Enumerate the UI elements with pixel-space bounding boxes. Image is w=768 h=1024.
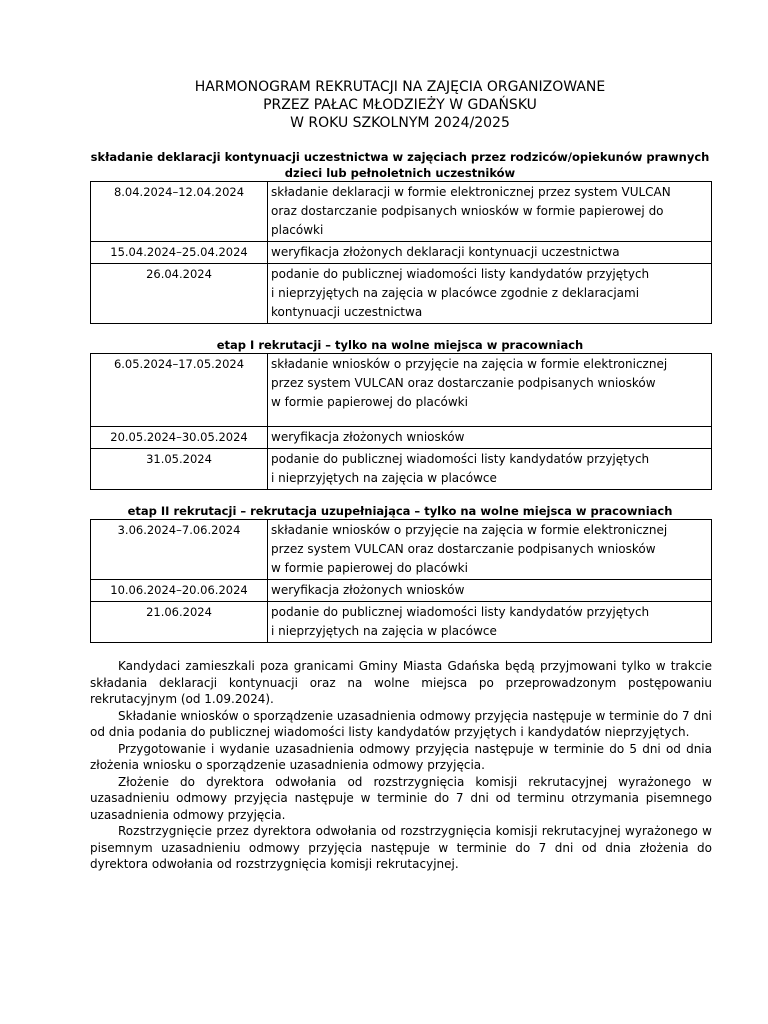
table-row	[91, 242, 712, 264]
description-cell	[268, 602, 712, 643]
section-heading-stage-1	[90, 337, 710, 353]
description-line: w formie papierowej do placówki	[271, 561, 468, 575]
description-cell	[268, 520, 712, 580]
description-cell	[268, 354, 712, 427]
title-line: PRZEZ PAŁAC MŁODZIEŻY W GDAŃSKU	[263, 97, 537, 113]
schedule-table-stage-2	[90, 519, 712, 643]
section-heading-line: etap II rekrutacji – rekrutacja uzupełniająca – tylko na wolne miejsca w pracowniach	[127, 504, 673, 518]
description-cell	[268, 427, 712, 449]
description-line: podanie do publicznej wiadomości listy kandydatów przyjętych	[271, 452, 650, 466]
document-title	[0, 78, 768, 132]
section-heading-line: etap I rekrutacji – tylko na wolne miejsca w pracowniach	[216, 338, 584, 352]
description-cell	[268, 580, 712, 602]
paragraph: Składanie wniosków o sporządzenie uzasadnienia odmowy przyjęcia następuje w terminie do 7 dni od dnia podania do publicznej wiadomości listy kandydatów przyjętych i kandydatów nieprzyjętych.	[90, 708, 712, 739]
description-line: składanie wniosków o przyjęcie na zajęcia w formie elektronicznej	[271, 357, 668, 371]
table-row	[91, 427, 712, 449]
date-cell: 26.04.2024	[91, 264, 268, 324]
table-row	[91, 354, 712, 427]
description-line: oraz dostarczanie podpisanych wniosków w formie papierowej do	[271, 204, 664, 218]
schedule-table-continuation	[90, 181, 712, 324]
table-row	[91, 182, 712, 242]
description-line: weryfikacja złożonych deklaracji kontynuacji uczestnictwa	[271, 245, 620, 259]
description-line: kontynuacji uczestnictwa	[271, 305, 423, 319]
description-line: składanie deklaracji w formie elektronicznej przez system VULCAN	[271, 185, 671, 199]
date-cell: 10.06.2024–20.06.2024	[91, 580, 268, 602]
paragraph: Rozstrzygnięcie przez dyrektora odwołania od rozstrzygnięcia komisji rekrutacyjnej wyrażonego w pisemnym uzasadnieniu odmowy przyjęcia następuje w terminie do 7 dni od dnia złożenia do dyrektora odwołania od rozstrzygnięcia komisji rekrutacyjnej.	[90, 824, 712, 871]
section-heading-line: dzieci lub pełnoletnich uczestników	[284, 166, 516, 180]
table-row	[91, 602, 712, 643]
table-row	[91, 449, 712, 490]
description-line: podanie do publicznej wiadomości listy kandydatów przyjętych	[271, 267, 650, 281]
section-heading-continuation	[90, 149, 710, 181]
date-cell: 21.06.2024	[91, 602, 268, 643]
table-row	[91, 580, 712, 602]
date-cell: 3.06.2024–7.06.2024	[91, 520, 268, 580]
paragraph: Kandydaci zamieszkali poza granicami Gminy Miasta Gdańska będą przyjmowani tylko w trakcie składania deklaracji kontynuacji oraz na wolne miejsca po przeprowadzonym postępowaniu rekrutacyjnym (od 1.09.2024).	[90, 659, 712, 706]
date-cell: 31.05.2024	[91, 449, 268, 490]
description-cell	[268, 242, 712, 264]
description-line: weryfikacja złożonych wniosków	[271, 430, 465, 444]
table-row	[91, 520, 712, 580]
description-line: i nieprzyjętych na zajęcia w placówce zgodnie z deklaracjami	[271, 286, 640, 300]
description-line: przez system VULCAN oraz dostarczanie podpisanych wniosków	[271, 542, 656, 556]
title-line: W ROKU SZKOLNYM 2024/2025	[290, 115, 510, 131]
description-line: i nieprzyjętych na zajęcia w placówce	[271, 471, 497, 485]
paragraph: Złożenie do dyrektora odwołania od rozstrzygnięcia komisji rekrutacyjnej wyrażonego w uzasadnieniu odmowy przyjęcia następuje w terminie do 7 dni od terminu otrzymania pisemnego uzasadnienia odmowy przyjęcia.	[90, 774, 712, 822]
section-heading-stage-2	[90, 503, 710, 519]
description-line: składanie wniosków o przyjęcie na zajęcia w formie elektronicznej	[271, 523, 668, 537]
notes-text	[90, 658, 712, 873]
paragraph: Przygotowanie i wydanie uzasadnienia odmowy przyjęcia następuje w terminie do 5 dni od dnia złożenia wniosku o sporządzenie uzasadnienia odmowy przyjęcia.	[90, 741, 712, 772]
date-cell: 8.04.2024–12.04.2024	[91, 182, 268, 242]
date-cell: 6.05.2024–17.05.2024	[91, 354, 268, 427]
description-line: placówki	[271, 223, 324, 237]
description-line: w formie papierowej do placówki	[271, 395, 468, 409]
description-cell	[268, 264, 712, 324]
description-cell	[268, 449, 712, 490]
table-row	[91, 264, 712, 324]
date-cell: 20.05.2024–30.05.2024	[91, 427, 268, 449]
description-line: weryfikacja złożonych wniosków	[271, 583, 465, 597]
description-line: przez system VULCAN oraz dostarczanie podpisanych wniosków	[271, 376, 656, 390]
section-heading-line: składanie deklaracji kontynuacji uczestnictwa w zajęciach przez rodziców/opiekunów prawnych	[90, 150, 710, 164]
description-cell	[268, 182, 712, 242]
description-line: podanie do publicznej wiadomości listy kandydatów przyjętych	[271, 605, 650, 619]
date-cell: 15.04.2024–25.04.2024	[91, 242, 268, 264]
description-line: i nieprzyjętych na zajęcia w placówce	[271, 624, 497, 638]
schedule-table-stage-1	[90, 353, 712, 490]
title-line: HARMONOGRAM REKRUTACJI NA ZAJĘCIA ORGANIZOWANE	[194, 79, 606, 95]
